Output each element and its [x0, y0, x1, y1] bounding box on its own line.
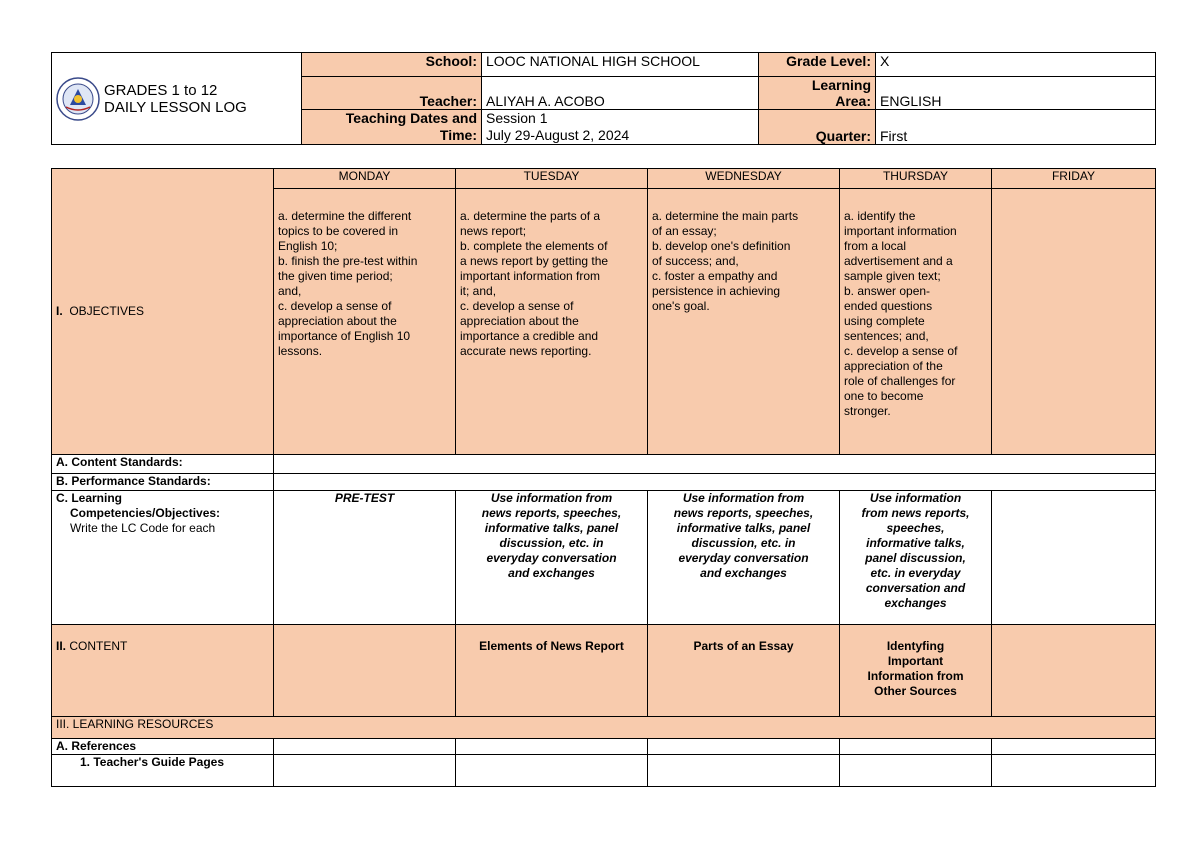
- cell-text-line: and exchanges: [700, 566, 787, 580]
- header-table: [51, 52, 1156, 145]
- cell-text-line: appreciation about the: [460, 314, 579, 328]
- cell-text-line: Parts of an Essay: [693, 639, 794, 653]
- performance-standards-value: [274, 474, 1156, 491]
- cell-text-line: advertisement and a: [844, 254, 953, 268]
- competencies-label-line3: Write the LC Code for each: [70, 521, 216, 535]
- teaching-dates-value: [482, 110, 759, 145]
- references-label: A. References: [52, 739, 274, 755]
- cell-text-line: news reports, speeches,: [673, 506, 814, 520]
- content-row: [52, 625, 1156, 717]
- quarter-label: Quarter:: [759, 110, 876, 145]
- cell-text-line: one's goal.: [652, 299, 710, 313]
- content-standards-value: [274, 455, 1156, 474]
- references-thursday: [840, 739, 992, 755]
- cell-text-line: importance a credible and: [460, 329, 599, 343]
- cell-text-line: it; and,: [460, 284, 497, 298]
- competencies-friday: [992, 491, 1156, 625]
- cell-text-line: a. identify the: [844, 209, 916, 223]
- cell-text-line: from news reports,: [861, 506, 970, 520]
- cell-text-line: role of challenges for: [844, 374, 956, 388]
- content-tuesday: [456, 625, 648, 717]
- header-title-line2: DAILY LESSON LOG: [104, 98, 247, 116]
- learning-resources-label: III. LEARNING RESOURCES: [52, 717, 1156, 739]
- references-wednesday: [648, 739, 840, 755]
- cell-text-line: of an essay;: [652, 224, 717, 238]
- cell-text-line: appreciation about the: [278, 314, 397, 328]
- learning-area-value: ENGLISH: [876, 77, 1156, 110]
- cell-text-line: everyday conversation: [678, 551, 809, 565]
- cell-text-line: etc. in everyday: [870, 566, 961, 580]
- competencies-wednesday: [648, 491, 840, 625]
- grade-level-label: Grade Level:: [759, 53, 876, 77]
- day-header-wednesday: WEDNESDAY: [648, 169, 840, 189]
- content-label: [52, 625, 274, 717]
- competencies-tuesday: [456, 491, 648, 625]
- cell-text-line: c. foster a empathy and: [652, 269, 778, 283]
- quarter-value: First: [876, 110, 1156, 145]
- references-friday: [992, 739, 1156, 755]
- cell-text-line: Use information from: [682, 491, 805, 505]
- cell-text-line: one to become: [844, 389, 924, 403]
- references-tuesday: [456, 739, 648, 755]
- cell-text-line: conversation and: [865, 581, 966, 595]
- day-header-tuesday: TUESDAY: [456, 169, 648, 189]
- content-thursday: [840, 625, 992, 717]
- competencies-monday: [274, 491, 456, 625]
- objectives-tuesday: [456, 189, 648, 455]
- competencies-thursday: [840, 491, 992, 625]
- cell-text-line: important information from: [460, 269, 601, 283]
- objectives-friday: [992, 189, 1156, 455]
- performance-standards-label: B. Performance Standards:: [52, 474, 274, 491]
- learning-area-label-line1: Learning: [811, 77, 871, 93]
- cell-text-line: important information: [844, 224, 957, 238]
- content-monday: [274, 625, 456, 717]
- cell-text-line: lessons.: [278, 344, 323, 358]
- teachers-guide-friday: [992, 755, 1156, 787]
- objectives-label: [52, 169, 274, 455]
- teachers-guide-tuesday: [456, 755, 648, 787]
- cell-text-line: a. determine the main parts: [652, 209, 799, 223]
- day-header-friday: FRIDAY: [992, 169, 1156, 189]
- learning-area-label: [759, 77, 876, 110]
- learning-resources-row: [52, 717, 1156, 739]
- cell-text-line: of success; and,: [652, 254, 739, 268]
- content-label-number: II.: [56, 639, 67, 653]
- cell-text-line: appreciation of the: [844, 359, 943, 373]
- cell-text-line: b. develop one's definition: [652, 239, 791, 253]
- objectives-monday: [274, 189, 456, 455]
- grade-level-value: X: [876, 53, 1156, 77]
- cell-text-line: from a local: [844, 239, 907, 253]
- content-wednesday: [648, 625, 840, 717]
- cell-text-line: c. develop a sense of: [844, 344, 958, 358]
- cell-text-line: and exchanges: [508, 566, 595, 580]
- cell-text-line: persistence in achieving: [652, 284, 781, 298]
- cell-text-line: news report;: [460, 224, 527, 238]
- references-monday: [274, 739, 456, 755]
- objectives-label-number: I.: [56, 304, 63, 318]
- cell-text-line: c. develop a sense of: [460, 299, 574, 313]
- cell-text-line: panel discussion,: [865, 551, 966, 565]
- days-header-row: [52, 169, 1156, 189]
- day-header-thursday: THURSDAY: [840, 169, 992, 189]
- cell-text-line: stronger.: [844, 404, 891, 418]
- deped-seal-icon: [56, 77, 100, 121]
- cell-text-line: Information from: [867, 669, 964, 683]
- cell-text-line: informative talks, panel: [676, 521, 811, 535]
- teaching-dates-label: [302, 110, 482, 145]
- teachers-guide-thursday: [840, 755, 992, 787]
- cell-text-line: accurate news reporting.: [460, 344, 592, 358]
- cell-text-line: Use information: [869, 491, 962, 505]
- teachers-guide-wednesday: [648, 755, 840, 787]
- lesson-log-table: [51, 168, 1156, 787]
- learning-area-label-line2: Area:: [835, 93, 871, 109]
- header-title-line1: GRADES 1 to 12: [104, 81, 218, 99]
- objectives-label-text: OBJECTIVES: [69, 304, 145, 318]
- competencies-label: [52, 491, 274, 625]
- teaching-dates-label-line2: Time:: [439, 127, 477, 143]
- cell-text-line: the given time period;: [278, 269, 393, 283]
- cell-text-line: speeches,: [886, 521, 945, 535]
- content-friday: [992, 625, 1156, 717]
- competencies-label-line1: C. Learning: [56, 491, 123, 505]
- cell-text-line: discussion, etc. in: [691, 536, 796, 550]
- teaching-dates-label-line1: Teaching Dates and: [345, 110, 477, 126]
- cell-text-line: Use information from: [490, 491, 613, 505]
- competencies-label-line2: Competencies/Objectives:: [70, 506, 221, 520]
- cell-text-line: discussion, etc. in: [499, 536, 604, 550]
- cell-text-line: a. determine the different: [278, 209, 412, 223]
- cell-text-line: using complete: [844, 314, 925, 328]
- cell-text-line: English 10;: [278, 239, 338, 253]
- content-label-text: CONTENT: [69, 639, 128, 653]
- cell-text-line: sentences; and,: [844, 329, 929, 343]
- performance-standards-row: [52, 474, 1156, 491]
- cell-text-line: everyday conversation: [486, 551, 617, 565]
- competencies-row: [52, 491, 1156, 625]
- cell-text-line: Other Sources: [874, 684, 957, 698]
- references-row: [52, 739, 1156, 755]
- cell-text-line: b. finish the pre-test within: [278, 254, 418, 268]
- cell-text-line: Identyfing: [886, 639, 945, 653]
- objectives-wednesday: [648, 189, 840, 455]
- cell-text-line: sample given text;: [844, 269, 941, 283]
- teacher-label: Teacher:: [302, 77, 482, 110]
- content-standards-label: A. Content Standards:: [52, 455, 274, 474]
- cell-text-line: informative talks,: [866, 536, 965, 550]
- cell-text-line: Elements of News Report: [479, 639, 624, 653]
- cell-text-line: ended questions: [844, 299, 933, 313]
- teachers-guide-monday: [274, 755, 456, 787]
- teachers-guide-label: 1. Teacher's Guide Pages: [52, 755, 274, 787]
- cell-text-line: topics to be covered in: [278, 224, 399, 238]
- cell-text-line: b. complete the elements of: [460, 239, 608, 253]
- cell-text-line: c. develop a sense of: [278, 299, 392, 313]
- cell-text-line: PRE-TEST: [334, 491, 395, 505]
- cell-text-line: informative talks, panel: [484, 521, 619, 535]
- objectives-thursday: [840, 189, 992, 455]
- header-logo-cell: [52, 53, 302, 145]
- cell-text-line: news reports, speeches,: [481, 506, 622, 520]
- cell-text-line: exchanges: [884, 596, 947, 610]
- cell-text-line: b. answer open-: [844, 284, 931, 298]
- teachers-guide-row: [52, 755, 1156, 787]
- dates-value: July 29-August 2, 2024: [486, 127, 630, 143]
- session-value: Session 1: [486, 110, 548, 126]
- cell-text-line: importance of English 10: [278, 329, 411, 343]
- teacher-value: ALIYAH A. ACOBO: [482, 77, 759, 110]
- cell-text-line: a. determine the parts of a: [460, 209, 601, 223]
- cell-text-line: a news report by getting the: [460, 254, 609, 268]
- cell-text-line: Important: [887, 654, 944, 668]
- school-value: LOOC NATIONAL HIGH SCHOOL: [482, 53, 759, 77]
- content-standards-row: [52, 455, 1156, 474]
- cell-text-line: and,: [278, 284, 302, 298]
- school-label: School:: [302, 53, 482, 77]
- day-header-monday: MONDAY: [274, 169, 456, 189]
